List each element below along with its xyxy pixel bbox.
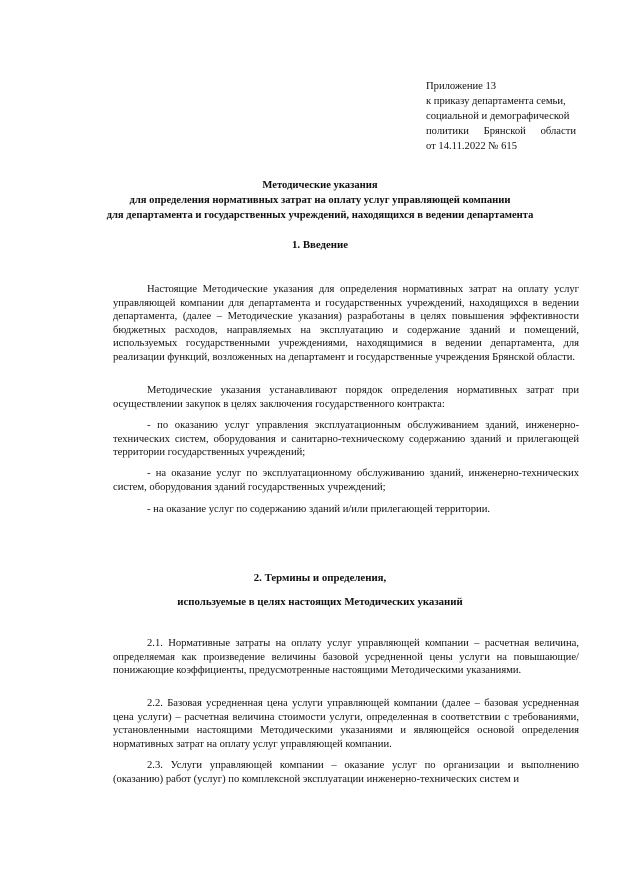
appendix-date-number: от 14.11.2022 № 615 [426, 141, 518, 152]
section-1-paragraph-4: - на оказание услуг по эксплуатационному обслуживанию зданий, инженерно-технических систем, оборудования зданий государственных учреждений; [113, 468, 579, 493]
section-2-heading-line-2: используемые в целях настоящих Методических указаний [177, 596, 463, 608]
appendix-title: Приложение 13 [426, 81, 497, 92]
appendix-department: социальной и демографической [426, 111, 570, 122]
section-1-paragraph-5: - на оказание услуг по содержанию зданий и/или прилегающей территории. [147, 504, 491, 515]
section-2-heading-line-1: 2. Термины и определения, [253, 572, 387, 584]
title-line-2: для определения нормативных затрат на оплату услуг управляющей компании [129, 195, 511, 206]
appendix-order-ref: к приказу департамента семьи, [426, 96, 566, 107]
section-1-paragraph-2: Методические указания устанавливают порядок определения нормативных затрат при осуществлении закупок в целях заключения государственного контракта: [113, 385, 579, 410]
section-1-paragraph-1: Настоящие Методические указания для определения нормативных затрат на оплату услуг управляющей компании для департамента и государственных учреждений, находящихся в ведении департамента, (далее – Методические указания) разработаны в целях повышения эффективности бюджетных расходов, направляемых на эксплуатацию и содержание зданий и помещений, используемых государственными учреждениями, находящимися в ведении департамента, для реализации функций, возложенных на департамент и государственные учреждения Брянской области. [113, 284, 579, 363]
section-2-paragraph-2: 2.2. Базовая усредненная цена услуги управляющей компании (далее – базовая усредненная цена услуги) – расчетная величина стоимости услуги, определенная в соответствии с требованиями, установленными настоящими Методическими указаниями и являющейся основой определения нормативных затрат на оплату услуг управляющей компании. [113, 698, 579, 750]
title-line-3: для департамента и государственных учреждений, находящихся в ведении департамента [106, 210, 534, 221]
appendix-region: политики Брянской области [426, 126, 576, 137]
document-title [40, 178, 600, 223]
section-1-heading: 1. Введение [292, 239, 348, 251]
title-line-1: Методические указания [262, 180, 378, 191]
section-2-paragraph-3: 2.3. Услуги управляющей компании – оказание услуг по организации и выполнению (оказанию) работ (услуг) по комплексной эксплуатации инженерно-технических систем и [113, 760, 579, 785]
section-1-paragraph-3: - по оказанию услуг управления эксплуатационным обслуживанием зданий, инженерно-технических систем, оборудования и санитарно-техническому содержанию зданий и прилегающей территории государственных учреждений; [113, 420, 579, 459]
appendix-block [426, 79, 576, 154]
section-2-paragraph-1: 2.1. Нормативные затраты на оплату услуг управляющей компании – расчетная величина, определяемая как произведение величины базовой усредненной цены услуги на повышающие/понижающие коэффициенты, предусмотренные настоящими Методическими указаниями. [113, 638, 579, 677]
